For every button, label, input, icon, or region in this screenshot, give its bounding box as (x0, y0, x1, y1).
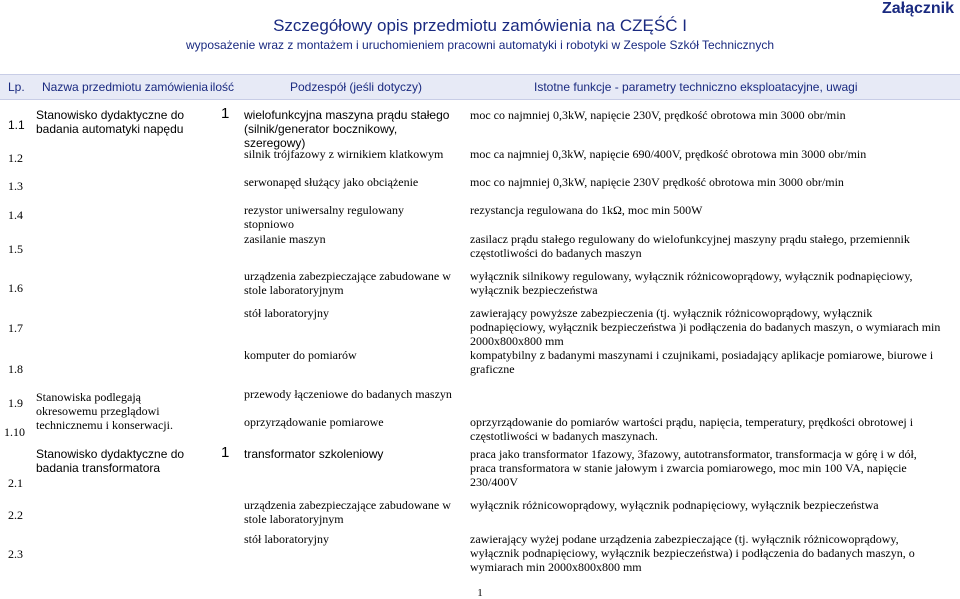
row-1-10-lp: 1.10 (4, 425, 25, 439)
row-1-4-component: rezystor uniwersalny regulowany stopniowo (244, 203, 404, 231)
row-1-6-functions: wyłącznik silnikowy regulowany, wyłącznik różnicowoprądowy, wyłącznik podnapięciowy, wyłącznik bezpieczeństwa (470, 269, 913, 297)
row-2-1-functions: praca jako transformator 1fazowy, 3fazowy, autotransformator, transformacja w górę i w dół, praca transformatora w stanie jałowym i zwarcia pomiarowego, moc min 100 VA, napięcie 230/400V (470, 447, 917, 489)
col-lp-header: Lp. (8, 80, 25, 94)
row-1-7-component: stół laboratoryjny (244, 306, 329, 320)
row-1-6-component: urządzenia zabezpieczające zabudowane w stole laboratoryjnym (244, 269, 451, 297)
group-2-name: Stanowisko dydaktyczne do badania transformatora (36, 447, 185, 475)
row-1-4-lp: 1.4 (8, 208, 23, 222)
row-1-8-lp: 1.8 (8, 362, 23, 376)
row-1-1-component: wielofunkcyjna maszyna prądu stałego (silnik/generator bocznikowy, szeregowy) (244, 108, 450, 150)
row-1-5-functions: zasilacz prądu stałego regulowany do wielofunkcyjnej maszyny prądu stałego, przemiennik częstotliwości do badanych maszyn (470, 232, 910, 260)
row-1-3-component: serwonapęd służący jako obciążenie (244, 175, 419, 189)
row-1-4-functions: rezystancja regulowana do 1kΩ, moc min 500W (470, 203, 703, 217)
page-number: 1 (477, 587, 483, 599)
row-1-9-component: przewody łączeniowe do badanych maszyn (244, 387, 452, 401)
row-1-2-functions: moc ca najmniej 0,3kW, napięcie 690/400V, prędkość obrotowa min 3000 obr/min (470, 147, 867, 161)
row-1-1-functions: moc co najmniej 0,3kW, napięcie 230V, prędkość obrotowa min 3000 obr/min (470, 108, 846, 122)
row-2-1-lp: 2.1 (8, 476, 23, 490)
group-1-qty: 1 (221, 105, 230, 122)
row-1-10-component: oprzyrządowanie pomiarowe (244, 415, 384, 429)
group-maintenance-note: Stanowiska podlegają okresowemu przeglądowi technicznemu i konserwacji. (36, 390, 173, 432)
row-2-2-lp: 2.2 (8, 508, 23, 522)
row-2-3-component: stół laboratoryjny (244, 532, 329, 546)
group-2-qty: 1 (221, 444, 230, 461)
row-2-1-component: transformator szkoleniowy (244, 447, 384, 461)
row-1-6-lp: 1.6 (8, 281, 23, 295)
row-1-9-lp: 1.9 (8, 396, 23, 410)
group-1-name: Stanowisko dydaktyczne do badania automatyki napędu (36, 108, 185, 136)
row-1-8-component: komputer do pomiarów (244, 348, 357, 362)
page-subtitle: wyposażenie wraz z montażem i uruchomieniem pracowni automatyki i robotyki w Zespole Szkół Technicznych (185, 38, 775, 52)
row-1-8-functions: kompatybilny z badanymi maszynami i czujnikami, posiadający aplikacje pomiarowe, biurowe i graficzne (470, 348, 934, 376)
page-title: Szczegółowy opis przedmiotu zamówienia na CZĘŚĆ I (273, 16, 687, 35)
row-1-7-functions: zawierający powyższe zabezpieczenia (tj. wyłącznik różnicowoprądowy, wyłącznik podnapięciowy, wyłącznik bezpieczeństwa )i podłączenia do badanych maszyn, o wymiarach min 2000x800x800 mm (470, 306, 941, 348)
row-1-5-component: zasilanie maszyn (244, 232, 326, 246)
annex-label: Załącznik (881, 0, 954, 17)
row-2-2-functions: wyłącznik różnicowoprądowy, wyłącznik podnapięciowy, wyłącznik bezpieczeństwa (470, 498, 879, 512)
col-component-header: Podzespół (jeśli dotyczy) (290, 80, 423, 94)
col-name-header: Nazwa przedmiotu zamówienia (42, 80, 209, 94)
row-2-3-functions: zawierający wyżej podane urządzenia zabezpieczające (tj. wyłącznik różnicowoprądowy, wyłącznik podnapięciowy, wyłącznik bezpieczeństwa) i podłączenia do badanych maszyn, o wymiarach min 2000x800x800 mm (470, 532, 915, 574)
row-2-3-lp: 2.3 (8, 547, 23, 561)
row-1-10-functions: oprzyrządowanie do pomiarów wartości prądu, napięcia, temperatury, prędkości obrotowej i częstotliwości w badanych maszynach. (470, 415, 914, 443)
row-1-2-component: silnik trójfazowy z wirnikiem klatkowym (244, 147, 444, 161)
row-2-2-component: urządzenia zabezpieczające zabudowane w stole laboratoryjnym (244, 498, 451, 526)
row-1-5-lp: 1.5 (8, 242, 23, 256)
col-functions-header: Istotne funkcje - parametry techniczno eksploatacyjne, uwagi (534, 80, 858, 94)
row-1-7-lp: 1.7 (8, 321, 23, 335)
row-1-2-lp: 1.2 (8, 151, 23, 165)
row-1-1-lp: 1.1 (8, 118, 25, 132)
row-1-3-functions: moc co najmniej 0,3kW, napięcie 230V prędkość obrotowa min 3000 obr/min (470, 175, 844, 189)
row-1-3-lp: 1.3 (8, 179, 23, 193)
table-header (0, 74, 960, 100)
col-qty-header: ilość (210, 80, 235, 94)
